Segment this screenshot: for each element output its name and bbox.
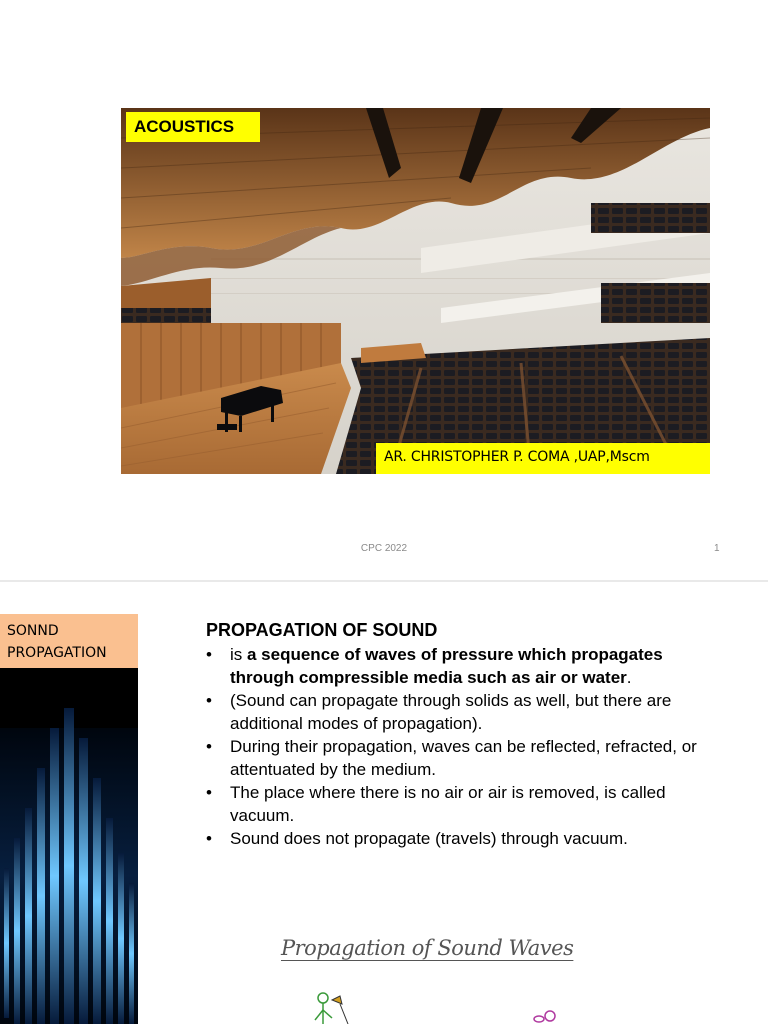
bullet-list: [206, 643, 726, 850]
speaker-figure-doodle: [310, 990, 355, 1024]
page-divider: [0, 580, 768, 582]
author-label: AR. CHRISTOPHER P. COMA ,UAP,Mscm: [376, 443, 710, 474]
page-number: 1: [714, 543, 720, 554]
bullet-item: • The place where there is no air or air is removed, is called vacuum.: [206, 781, 726, 827]
listener-figure-doodle: [530, 1008, 560, 1024]
section-label: SONND PROPAGATION: [0, 614, 138, 668]
bullet-text: .: [626, 668, 632, 687]
concert-hall-photo: [121, 108, 710, 474]
bullet-text: is: [230, 645, 247, 664]
slide-title: ACOUSTICS: [126, 112, 260, 142]
section-heading: PROPAGATION OF SOUND: [206, 620, 438, 640]
sound-wave-bars-image: [0, 668, 138, 1024]
diagram-title: Propagation of Sound Waves: [281, 936, 574, 960]
slide-footer: CPC 2022: [360, 543, 408, 554]
bullet-item: • (Sound can propagate through solids as well, but there are additional modes of propagation).: [206, 689, 726, 735]
bullet-item: [206, 643, 726, 689]
slide-content: [206, 619, 726, 850]
bullet-item: • During their propagation, waves can be reflected, refracted, or attentuated by the medium.: [206, 735, 726, 781]
bullet-item: • Sound does not propagate (travels) through vacuum.: [206, 827, 726, 850]
sound-wave-illustration: [0, 668, 138, 1024]
bullet-emphasis: a sequence of waves of pressure which propagates through compressible media such as air or water: [230, 645, 663, 687]
concert-hall-illustration: [121, 108, 710, 474]
